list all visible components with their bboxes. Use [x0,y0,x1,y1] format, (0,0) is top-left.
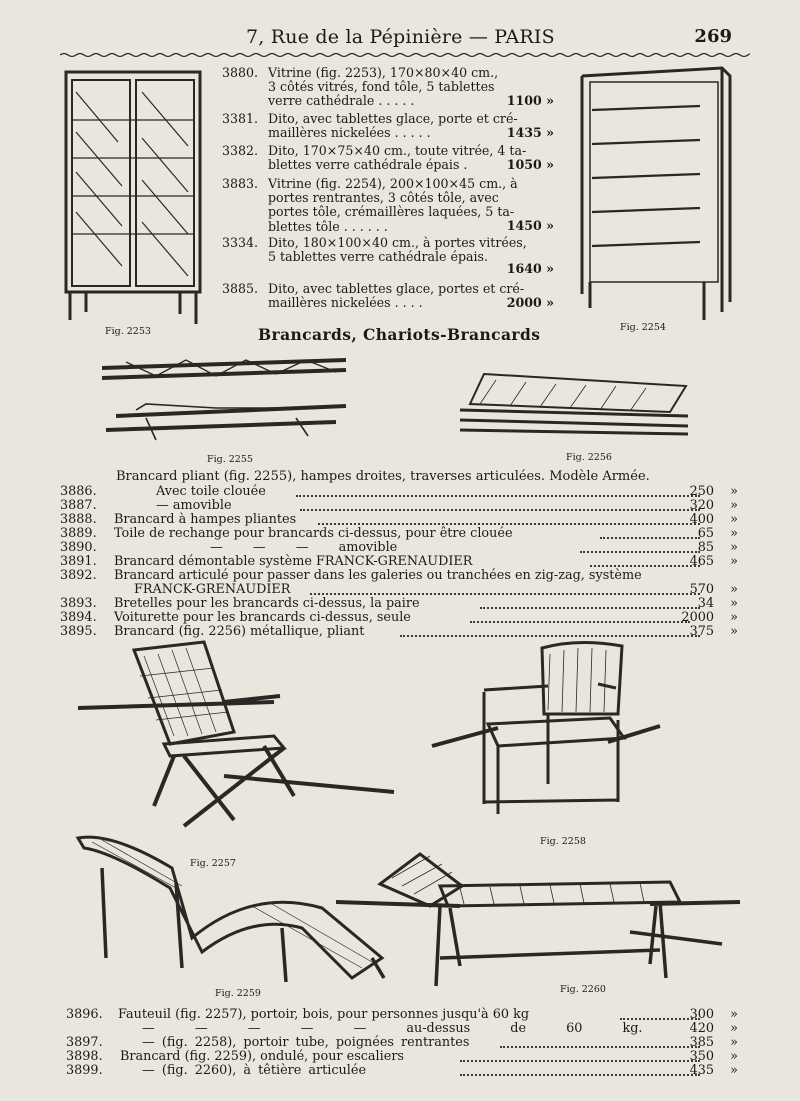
leader-dots [460,1060,700,1076]
item-price: 1640 » [506,261,554,276]
item-number: 3880. [222,65,259,80]
item-price: 1450 » [506,218,554,233]
item-number: 3381. [222,111,259,126]
spec-item [222,282,562,312]
item-number: 3891. [60,554,97,569]
page-number: 269 [694,26,732,47]
item-number: 3894. [60,610,97,625]
item-price: 385 [689,1035,714,1050]
section-title: Brancards, Chariots-Brancards [258,325,541,344]
item-price: 320 [689,498,714,513]
item-price: 570 [689,582,714,597]
figure-label-2254: Fig. 2254 [620,322,666,333]
figure-label-2256: Fig. 2256 [566,452,612,463]
price-row [60,1064,750,1078]
item-unit: » [730,484,738,499]
figure-2258-chair-illustration [428,634,663,834]
item-description: — — — amovible [210,540,398,555]
item-unit: » [730,1007,738,1022]
item-unit: » [730,610,738,625]
item-number: 3885. [222,281,259,296]
leader-dots [590,551,700,567]
item-description: Brancard (fig. 2259), ondulé, pour escaliers [120,1049,404,1064]
stretcher-intro: Brancard pliant (fig. 2255), hampes droites, traverses articulées. Modèle Armée. [116,469,650,484]
item-description: — (fig. 2258), portoir tube, poignées rentrantes [142,1035,470,1050]
figure-label-2255: Fig. 2255 [207,454,253,465]
item-price: 34 [697,596,714,611]
item-unit: » [730,1021,738,1036]
item-description: — amovible [156,498,232,513]
item-unit: » [730,1063,738,1078]
item-description: Toile de rechange pour brancards ci-dessus, pour être clouée [114,526,513,541]
item-price: 420 [689,1021,714,1036]
item-price: 300 [689,1007,714,1022]
figure-label-2259: Fig. 2259 [215,988,261,999]
item-unit: » [730,498,738,513]
header-wavy-rule [60,52,750,58]
item-unit: » [730,554,738,569]
spec-item [222,236,562,280]
item-unit: » [730,540,738,555]
header-address: 7, Rue de la Pépinière — PARIS [246,26,555,48]
item-number: 3893. [60,596,97,611]
figure-2255-stretcher-illustration [96,348,361,448]
item-description: Vitrine (fig. 2253), 170×80×40 cm., 3 côtés vitrés, fond tôle, 5 tablettes verre cathédrale . . . . . [268,65,499,109]
item-price: 400 [689,512,714,527]
item-number: 3886. [60,484,97,499]
spec-item [222,144,562,174]
item-description: Brancard (fig. 2256) métallique, pliant [114,624,365,639]
figure-2260-stretcher-illustration [330,846,745,996]
item-unit: » [730,582,738,597]
item-number: 3887. [60,498,97,513]
item-price: 350 [689,1049,714,1064]
item-description: FRANCK-GRENAUDIER [134,582,291,597]
item-price: 1100 » [506,93,554,108]
item-number: 3892. [60,568,97,583]
item-price: 2000 » [506,295,554,310]
spec-item [222,112,562,142]
item-number: 3899. [66,1063,103,1078]
spec-item [222,66,562,110]
item-description: Brancard articulé pour passer dans les galeries ou tranchées en zig-zag, système [114,568,642,583]
item-number: 3890. [60,540,97,555]
item-unit: » [730,1035,738,1050]
item-description: Dito, avec tablettes glace, portes et cré- maillères nickelées . . . . [268,281,525,311]
figure-2256-stretcher-illustration [456,364,696,444]
item-price: 375 [689,624,714,639]
item-description: Fauteuil (fig. 2257), portoir, bois, pour personnes jusqu'à 60 kg [118,1007,530,1022]
item-number: 3896. [66,1007,103,1022]
figure-label-2260: Fig. 2260 [560,984,606,995]
figure-2254-cabinet-illustration [572,62,737,330]
item-unit: » [730,512,738,527]
figure-2253-cabinet-illustration [58,62,213,337]
page-header [60,24,750,54]
item-unit: » [730,1049,738,1064]
item-price: 465 [689,554,714,569]
item-price: 1050 » [506,157,554,172]
item-price: 435 [689,1063,714,1078]
item-price: 85 [697,540,714,555]
item-description: Bretelles pour les brancards ci-dessus, la paire [114,596,420,611]
item-description: Brancard démontable système FRANCK-GRENAUDIER [114,554,473,569]
leader-dots [620,1004,700,1020]
price-row [60,1008,750,1022]
item-number: 3334. [222,235,259,250]
item-description: — (fig. 2260), à têtière articulée [142,1063,367,1078]
figure-label-2257: Fig. 2257 [190,858,236,869]
item-description: Voiturette pour les brancards ci-dessus, seule [114,610,411,625]
item-price: 2000 [681,610,714,625]
spec-item [222,177,562,235]
item-description: Vitrine (fig. 2254), 200×100×45 cm., à portes rentrantes, 3 côtés tôle, avec portes tôle, crémaillères laquées, 5 ta- blettes tôle . . . . . . [268,176,518,234]
item-description: Dito, 170×75×40 cm., toute vitrée, 4 ta- blettes verre cathédrale épais . [268,143,527,173]
item-number: 3889. [60,526,97,541]
item-description: Dito, 180×100×40 cm., à portes vitrées, 5 tablettes verre cathédrale épais. [268,235,527,265]
item-number: 3898. [66,1049,103,1064]
figure-label-2253: Fig. 2253 [105,326,151,337]
item-description: Brancard à hampes pliantes [114,512,297,527]
item-number: 3888. [60,512,97,527]
item-number: 3897. [66,1035,103,1050]
item-unit: » [730,526,738,541]
figure-2257-chair-illustration [74,636,404,836]
item-description: Dito, avec tablettes glace, porte et cré- maillères nickelées . . . . . [268,111,518,141]
item-description: — — — — — au-dessus de 60 kg. [142,1021,643,1036]
item-price: 250 [689,484,714,499]
item-unit: » [730,596,738,611]
item-number: 3883. [222,176,259,191]
item-unit: » [730,624,738,639]
item-number: 3382. [222,143,259,158]
item-description: Avec toile clouée [156,484,266,499]
item-number: 3895. [60,624,97,639]
item-price: 1435 » [506,125,554,140]
price-row [60,555,750,569]
item-price: 65 [697,526,714,541]
figure-label-2258: Fig. 2258 [540,836,586,847]
